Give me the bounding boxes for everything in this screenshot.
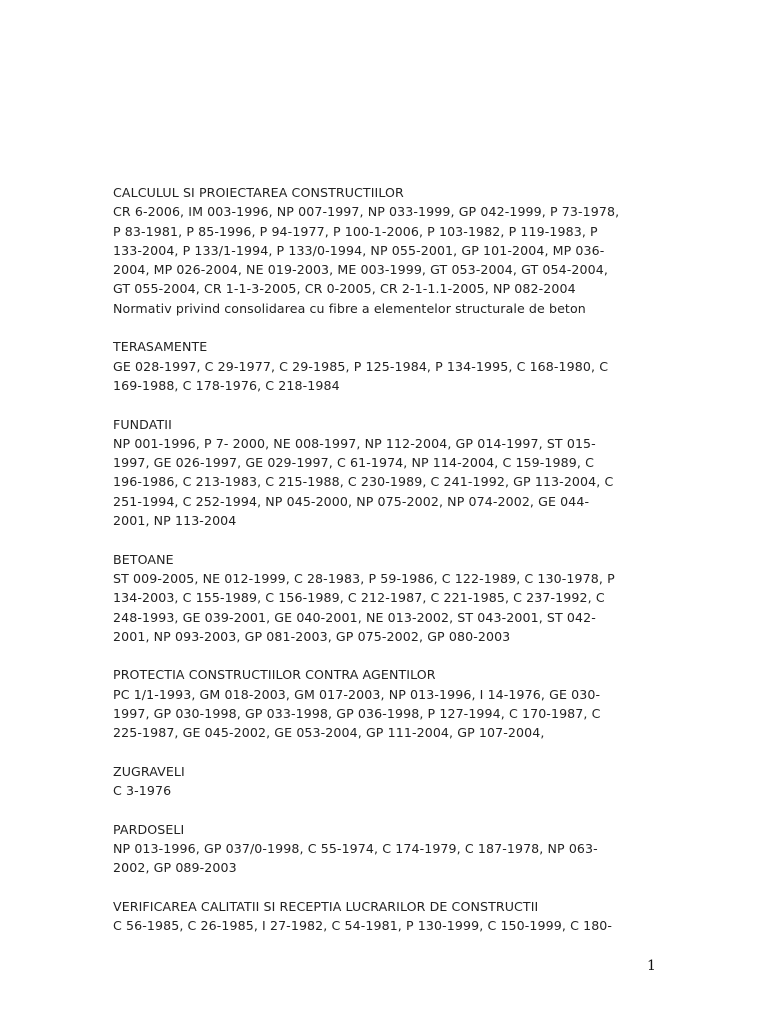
section-text-line: GE 028-1997, C 29-1977, C 29-1985, P 125-1984, P 134-1995, C 168-1980, C bbox=[113, 358, 609, 374]
section-heading: TERASAMENTE bbox=[113, 339, 208, 355]
section-text-line: PC 1/1-1993, GM 018-2003, GM 017-2003, NP 013-1996, I 14-1976, GE 030- bbox=[113, 686, 601, 702]
section-text-line: GT 055-2004, CR 1-1-3-2005, CR 0-2005, CR 2-1-1.1-2005, NP 082-2004 bbox=[113, 281, 576, 297]
section-text-line: NP 001-1996, P 7- 2000, NE 008-1997, NP 112-2004, GP 014-1997, ST 015- bbox=[113, 435, 596, 451]
section-text-line: 251-1994, C 252-1994, NP 045-2000, NP 075-2002, NP 074-2002, GE 044- bbox=[113, 493, 590, 509]
section-text-line: 133-2004, P 133/1-1994, P 133/0-1994, NP 055-2001, GP 101-2004, MP 036- bbox=[113, 242, 605, 258]
section-heading: PARDOSELI bbox=[113, 821, 185, 837]
section-text-line: 2004, MP 026-2004, NE 019-2003, ME 003-1999, GT 053-2004, GT 054-2004, bbox=[113, 262, 608, 278]
section-text-line: 1997, GE 026-1997, GE 029-1997, C 61-1974, NP 114-2004, C 159-1989, C bbox=[113, 455, 594, 471]
section-text-line: P 83-1981, P 85-1996, P 94-1977, P 100-1-2006, P 103-1982, P 119-1983, P bbox=[113, 223, 598, 239]
section-text-line: 2001, NP 093-2003, GP 081-2003, GP 075-2002, GP 080-2003 bbox=[113, 628, 511, 644]
section-text-line: C 3-1976 bbox=[113, 783, 172, 799]
document-section bbox=[113, 897, 673, 936]
section-text-line: Normativ privind consolidarea cu fibre a elementelor structurale de beton bbox=[113, 300, 586, 316]
page-number: 1 bbox=[647, 958, 656, 974]
document-section bbox=[113, 762, 673, 801]
section-text-line: 134-2003, C 155-1989, C 156-1989, C 212-1987, C 221-1985, C 237-1992, C bbox=[113, 590, 605, 606]
section-text-line: 1997, GP 030-1998, GP 033-1998, GP 036-1998, P 127-1994, C 170-1987, C bbox=[113, 706, 601, 722]
section-text-line: 225-1987, GE 045-2002, GE 053-2004, GP 111-2004, GP 107-2004, bbox=[113, 725, 545, 741]
section-text-line: CR 6-2006, IM 003-1996, NP 007-1997, NP 033-1999, GP 042-1999, P 73-1978, bbox=[113, 204, 620, 220]
document-section bbox=[113, 550, 673, 646]
section-heading: CALCULUL SI PROIECTAREA CONSTRUCTIILOR bbox=[113, 185, 404, 200]
section-heading: BETOANE bbox=[113, 551, 174, 567]
document-section bbox=[113, 337, 673, 395]
section-heading: PROTECTIA CONSTRUCTIILOR CONTRA AGENTILOR bbox=[113, 667, 436, 683]
document-section bbox=[113, 820, 673, 878]
section-text-line: 248-1993, GE 039-2001, GE 040-2001, NE 013-2002, ST 043-2001, ST 042- bbox=[113, 609, 596, 625]
section-text-line: NP 013-1996, GP 037/0-1998, C 55-1974, C 174-1979, C 187-1978, NP 063- bbox=[113, 841, 598, 857]
section-text-line: C 56-1985, C 26-1985, I 27-1982, C 54-1981, P 130-1999, C 150-1999, C 180- bbox=[113, 918, 613, 934]
section-text-line: 169-1988, C 178-1976, C 218-1984 bbox=[113, 377, 340, 393]
section-text-line: ST 009-2005, NE 012-1999, C 28-1983, P 59-1986, C 122-1989, C 130-1978, P bbox=[113, 570, 615, 586]
document-section bbox=[113, 415, 673, 531]
section-heading: FUNDATII bbox=[113, 416, 172, 432]
section-text-line: 2001, NP 113-2004 bbox=[113, 513, 237, 529]
section-text-line: 2002, GP 089-2003 bbox=[113, 860, 237, 876]
document-body bbox=[113, 183, 673, 955]
section-text-line: 196-1986, C 213-1983, C 215-1988, C 230-1989, C 241-1992, GP 113-2004, C bbox=[113, 474, 614, 490]
section-heading: ZUGRAVELI bbox=[113, 763, 185, 779]
document-section bbox=[113, 183, 673, 318]
document-section bbox=[113, 665, 673, 742]
section-heading: VERIFICAREA CALITATII SI RECEPTIA LUCRARILOR DE CONSTRUCTII bbox=[113, 898, 539, 914]
